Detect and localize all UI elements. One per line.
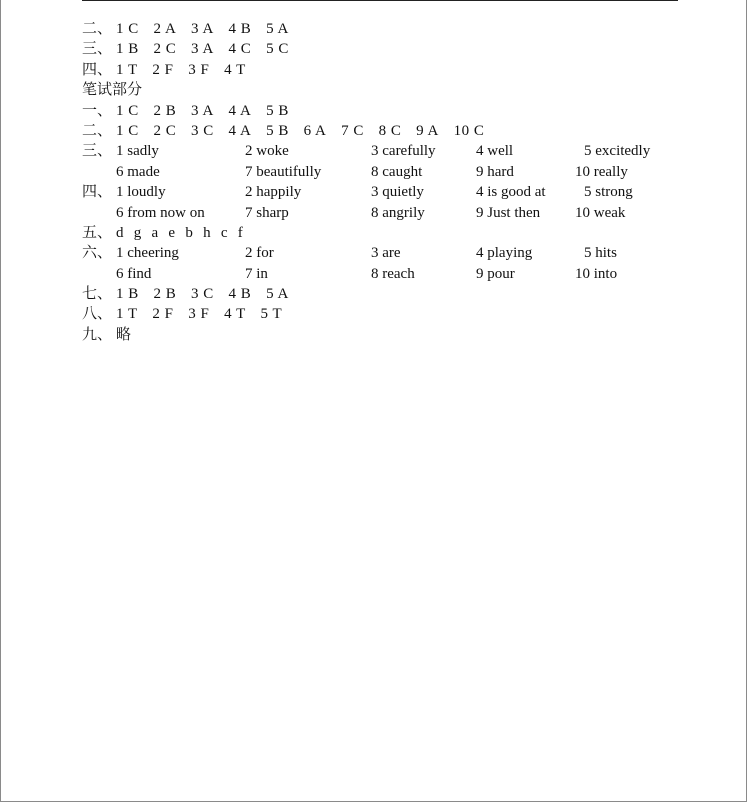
answer-cell: 2 for [245, 245, 274, 262]
top-rule [82, 0, 678, 1]
answer-cell: 9 pour [476, 265, 515, 282]
section-label: 三、 [82, 143, 113, 160]
answer-letter: e [168, 224, 176, 241]
written-section-9 [82, 325, 682, 345]
answer-cell: 1 cheering [116, 245, 179, 262]
answer-cell: 2 woke [245, 143, 289, 160]
answer-cell: 4 is good at [476, 184, 546, 201]
answer-item: 5 T [260, 306, 283, 323]
written-section-4-row-1 [82, 182, 682, 202]
answer-item: 3 F [188, 61, 210, 78]
answer-letter: f [237, 224, 244, 241]
answer-cell: 8 caught [371, 163, 423, 180]
answer-item: 4 B [228, 21, 252, 37]
answer-item: 4 T [224, 61, 246, 78]
answer-item: 1 B [116, 41, 139, 58]
answer-cell: 1 sadly [116, 143, 159, 160]
answer-item: 2 B [153, 286, 177, 303]
section-label: 八、 [82, 306, 113, 323]
answer-item: 5 C [266, 41, 289, 58]
answer-item: 6 A [303, 122, 327, 139]
answer-item: 1 C [116, 122, 139, 139]
answer-item: 1 B [116, 286, 139, 303]
answer-cell: 3 are [371, 245, 401, 262]
answer-cell: 7 beautifully [245, 163, 322, 180]
answer-item: 5 B [266, 122, 289, 139]
answer-item: 8 C [378, 122, 402, 139]
answer-item: 3 A [191, 41, 214, 58]
answer-item: 3 A [191, 21, 214, 37]
answer-item: 2 C [153, 122, 177, 139]
listening-section-2 [82, 19, 682, 39]
answer-item: 4 T [224, 306, 246, 323]
answer-letter: b [185, 224, 194, 241]
answer-item: 3 C [191, 286, 214, 303]
answer-item: 7 C [341, 122, 364, 139]
answer-item: 9 A [416, 122, 439, 139]
answer-text: 略 [116, 326, 132, 343]
answer-cell: 5 strong [584, 184, 633, 201]
answer-cell: 6 made [116, 163, 160, 180]
written-section-7 [82, 284, 682, 304]
answer-cell: 10 into [575, 265, 618, 282]
answer-item: 4 A [228, 102, 252, 119]
answer-item: 10 C [453, 122, 485, 139]
answer-cell: 4 playing [476, 245, 533, 262]
answer-item: 1 C [116, 102, 139, 119]
answer-item: 3 A [191, 102, 214, 119]
answer-cell: 5 excitedly [584, 143, 651, 160]
listening-section-4 [82, 60, 682, 80]
answer-cell: 9 hard [476, 163, 514, 180]
answer-item: 3 F [188, 306, 210, 323]
answer-item: 4 C [228, 41, 252, 58]
answer-cell: 4 well [476, 143, 514, 160]
section-label: 九、 [82, 326, 113, 343]
written-section-3-row-1 [82, 141, 682, 161]
written-part-heading: 笔试部分 [82, 82, 143, 99]
answer-cell: 10 weak [575, 204, 626, 221]
answer-cell: 7 in [245, 265, 268, 282]
written-section-5 [82, 223, 682, 243]
written-section-2 [82, 121, 682, 141]
written-section-6-row-1 [82, 243, 682, 263]
written-section-8 [82, 304, 682, 324]
written-section-3-row-2 [82, 162, 682, 182]
answer-item: 1 T [116, 61, 138, 78]
answer-letter: h [203, 224, 212, 241]
answer-item: 2 C [153, 41, 177, 58]
answer-cell: 6 find [116, 265, 152, 282]
section-label: 一、 [82, 102, 113, 119]
answer-item: 5 A [266, 21, 289, 37]
answer-item: 3 C [191, 122, 214, 139]
answer-letter: a [151, 224, 159, 241]
section-label: 二、 [82, 122, 113, 139]
listening-section-3 [82, 39, 682, 59]
written-section-6-row-2 [82, 264, 682, 284]
section-label: 四、 [82, 61, 113, 78]
answer-cell: 3 carefully [371, 143, 436, 160]
section-label: 七、 [82, 286, 113, 303]
answer-cell: 2 happily [245, 184, 302, 201]
answer-item: 5 A [266, 286, 289, 303]
answer-cell: 3 quietly [371, 184, 424, 201]
section-label: 五、 [82, 224, 113, 241]
section-label: 二、 [82, 21, 113, 37]
answer-cell: 5 hits [584, 245, 617, 262]
section-label: 四、 [82, 184, 113, 201]
answer-cell: 7 sharp [245, 204, 289, 221]
answer-item: 2 B [153, 102, 177, 119]
answer-item: 1 T [116, 306, 138, 323]
answer-letter: g [133, 224, 142, 241]
answer-item: 2 A [153, 21, 177, 37]
answer-item: 1 C [116, 21, 139, 37]
answer-item: 5 B [266, 102, 289, 119]
answer-cell: 10 really [575, 163, 628, 180]
answer-cell: 8 reach [371, 265, 415, 282]
written-part-heading-line [82, 80, 682, 100]
answer-item: 4 A [228, 122, 252, 139]
section-label: 三、 [82, 41, 113, 58]
answer-item: 2 F [152, 306, 174, 323]
answer-letter: d [116, 224, 124, 241]
section-label: 六、 [82, 245, 113, 262]
answer-cell: 1 loudly [116, 184, 166, 201]
written-section-4-row-2 [82, 203, 682, 223]
answer-letter: c [220, 224, 229, 241]
written-section-1 [82, 101, 682, 121]
answer-cell: 8 angrily [371, 204, 425, 221]
answer-cell: 9 Just then [476, 204, 541, 221]
answer-item: 4 B [228, 286, 252, 303]
answer-item: 2 F [152, 61, 174, 78]
answer-cell: 6 from now on [116, 204, 205, 221]
answer-key-content [82, 19, 682, 345]
